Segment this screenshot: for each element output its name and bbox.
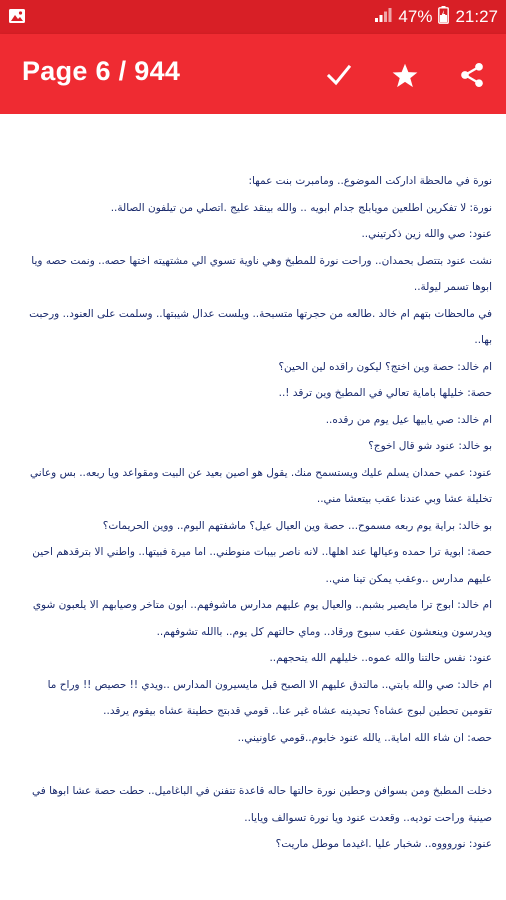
- paragraph: ام خالد: صي والله بابتي.. مالتدق عليهم الا الصبح قبل مايسيرون المدارس ..ويدي !! حصيص !! وراح ما تقومين تحطين لبوج عشاه؟ تحيدينه عشاه غير عنا.. قومي قدبتج حطينة عشاه بيقوم يرقد..: [47, 678, 492, 717]
- reader-page[interactable]: [0, 114, 506, 900]
- paragraph: نشت عنود بتتصل بحمدان.. وراحت نورة للمطبخ وهي ناوية تسوي الي مشتهيته اختها حصه.. ونمت حصه ويا ابوها تسمر ليولة..: [31, 254, 492, 293]
- paragraph: عنود: نوروووه.. شخبار عليا .اغيدما موطل ماريت؟: [275, 838, 492, 850]
- paragraph: نورة: لا تفكرين اطلعين مويابلج جدام ابويه .. والله بينقد عليج .اتصلي من تيلفون الصالة..: [110, 201, 492, 214]
- page-title: Page 6 / 944: [22, 56, 181, 86]
- status-bar: [0, 0, 506, 34]
- signal-icon: [374, 7, 392, 28]
- paragraph: بو خالد: براية يوم ربعه مسموح... حصة وين العيال عيل؟ ماشفتهم اليوم.. ووين الحريمات؟: [102, 519, 492, 532]
- battery-percent: 47%: [398, 7, 433, 26]
- gallery-notification-icon: [8, 8, 26, 24]
- app-bar: [0, 34, 506, 114]
- paragraph: عنود: نفس حالتنا والله عموه.. خليلهم الله يتحجهم..: [269, 652, 492, 664]
- paragraph: عنود: عمي حمدان يسلم عليك ويستسمح منك. يقول هو اصين بعيد عن البيت ومقواعد ويا ربعه.. بس وعاني تخليلة عشا وبي عندنا عقب بيتعشا مني..: [30, 466, 492, 505]
- paragraph: ام خالد: حصة وين اختج؟ ليكون راقده لين الحين؟: [278, 360, 492, 373]
- paragraph: في مالحظات بتهم ام خالد .طالعه من حجرتها متسبحة.. ويلست عدال شيبتها.. وسلمت على العنود.. ورحبت بها..: [29, 307, 492, 346]
- paragraph: نورة في مالحظة اداركت الموضوع.. ومامبرت بنت عمها:: [248, 175, 492, 187]
- paragraph: عنود: صي والله زين ذكرتيني..: [361, 228, 492, 240]
- paragraph: حصة: ابوية ترا حمده وعيالها عند اهلها.. لانه ناصر بيبات منوطني.. اما ميرة فبيتها.. واطني الا بترقدهم احين عليهم مدارس ..وعقب يمكن تينا مني..: [32, 546, 492, 585]
- star-icon[interactable]: [388, 58, 422, 92]
- share-icon[interactable]: [455, 58, 489, 92]
- battery-icon: [438, 6, 449, 29]
- paragraph: ام خالد: ابوج ترا مايصير بشبم.. والعيال يوم عليهم مدارس ماشوفهم.. ابون متاخر وصيابهم الا يلعبون شوي ويدرسون وينعشون عقب سبوج ورقاد.. وماي حالتهم كل يوم.. باالله تشوفهم..: [32, 599, 492, 638]
- check-icon[interactable]: [322, 58, 356, 92]
- paragraph: دخلت المطبخ ومن بسوافن وحطين نورة حالتها حاله قاعدة تتفنن في الباغاميل.. حطت حصة عشا ابوها في صينية وراحت توديه.. وقعدت عنود ويا نورة تسوالف ويايا..: [32, 785, 492, 824]
- paragraph-gap: [14, 751, 492, 778]
- paragraph: حصه: ان شاء الله اماية.. يالله عنود خابوم..قومي عاونيني..: [237, 731, 492, 744]
- paragraph: ام خالد: صي يابيها عيل يوم من رقده..: [325, 413, 492, 426]
- clock: 21:27: [455, 7, 498, 26]
- page-text: [0, 114, 506, 858]
- paragraph: حصة: خليلها باماية تعالي في المطبخ وين ترقد !..: [278, 387, 492, 399]
- paragraph: بو خالد: عنود شو قال اخوج؟: [368, 440, 492, 452]
